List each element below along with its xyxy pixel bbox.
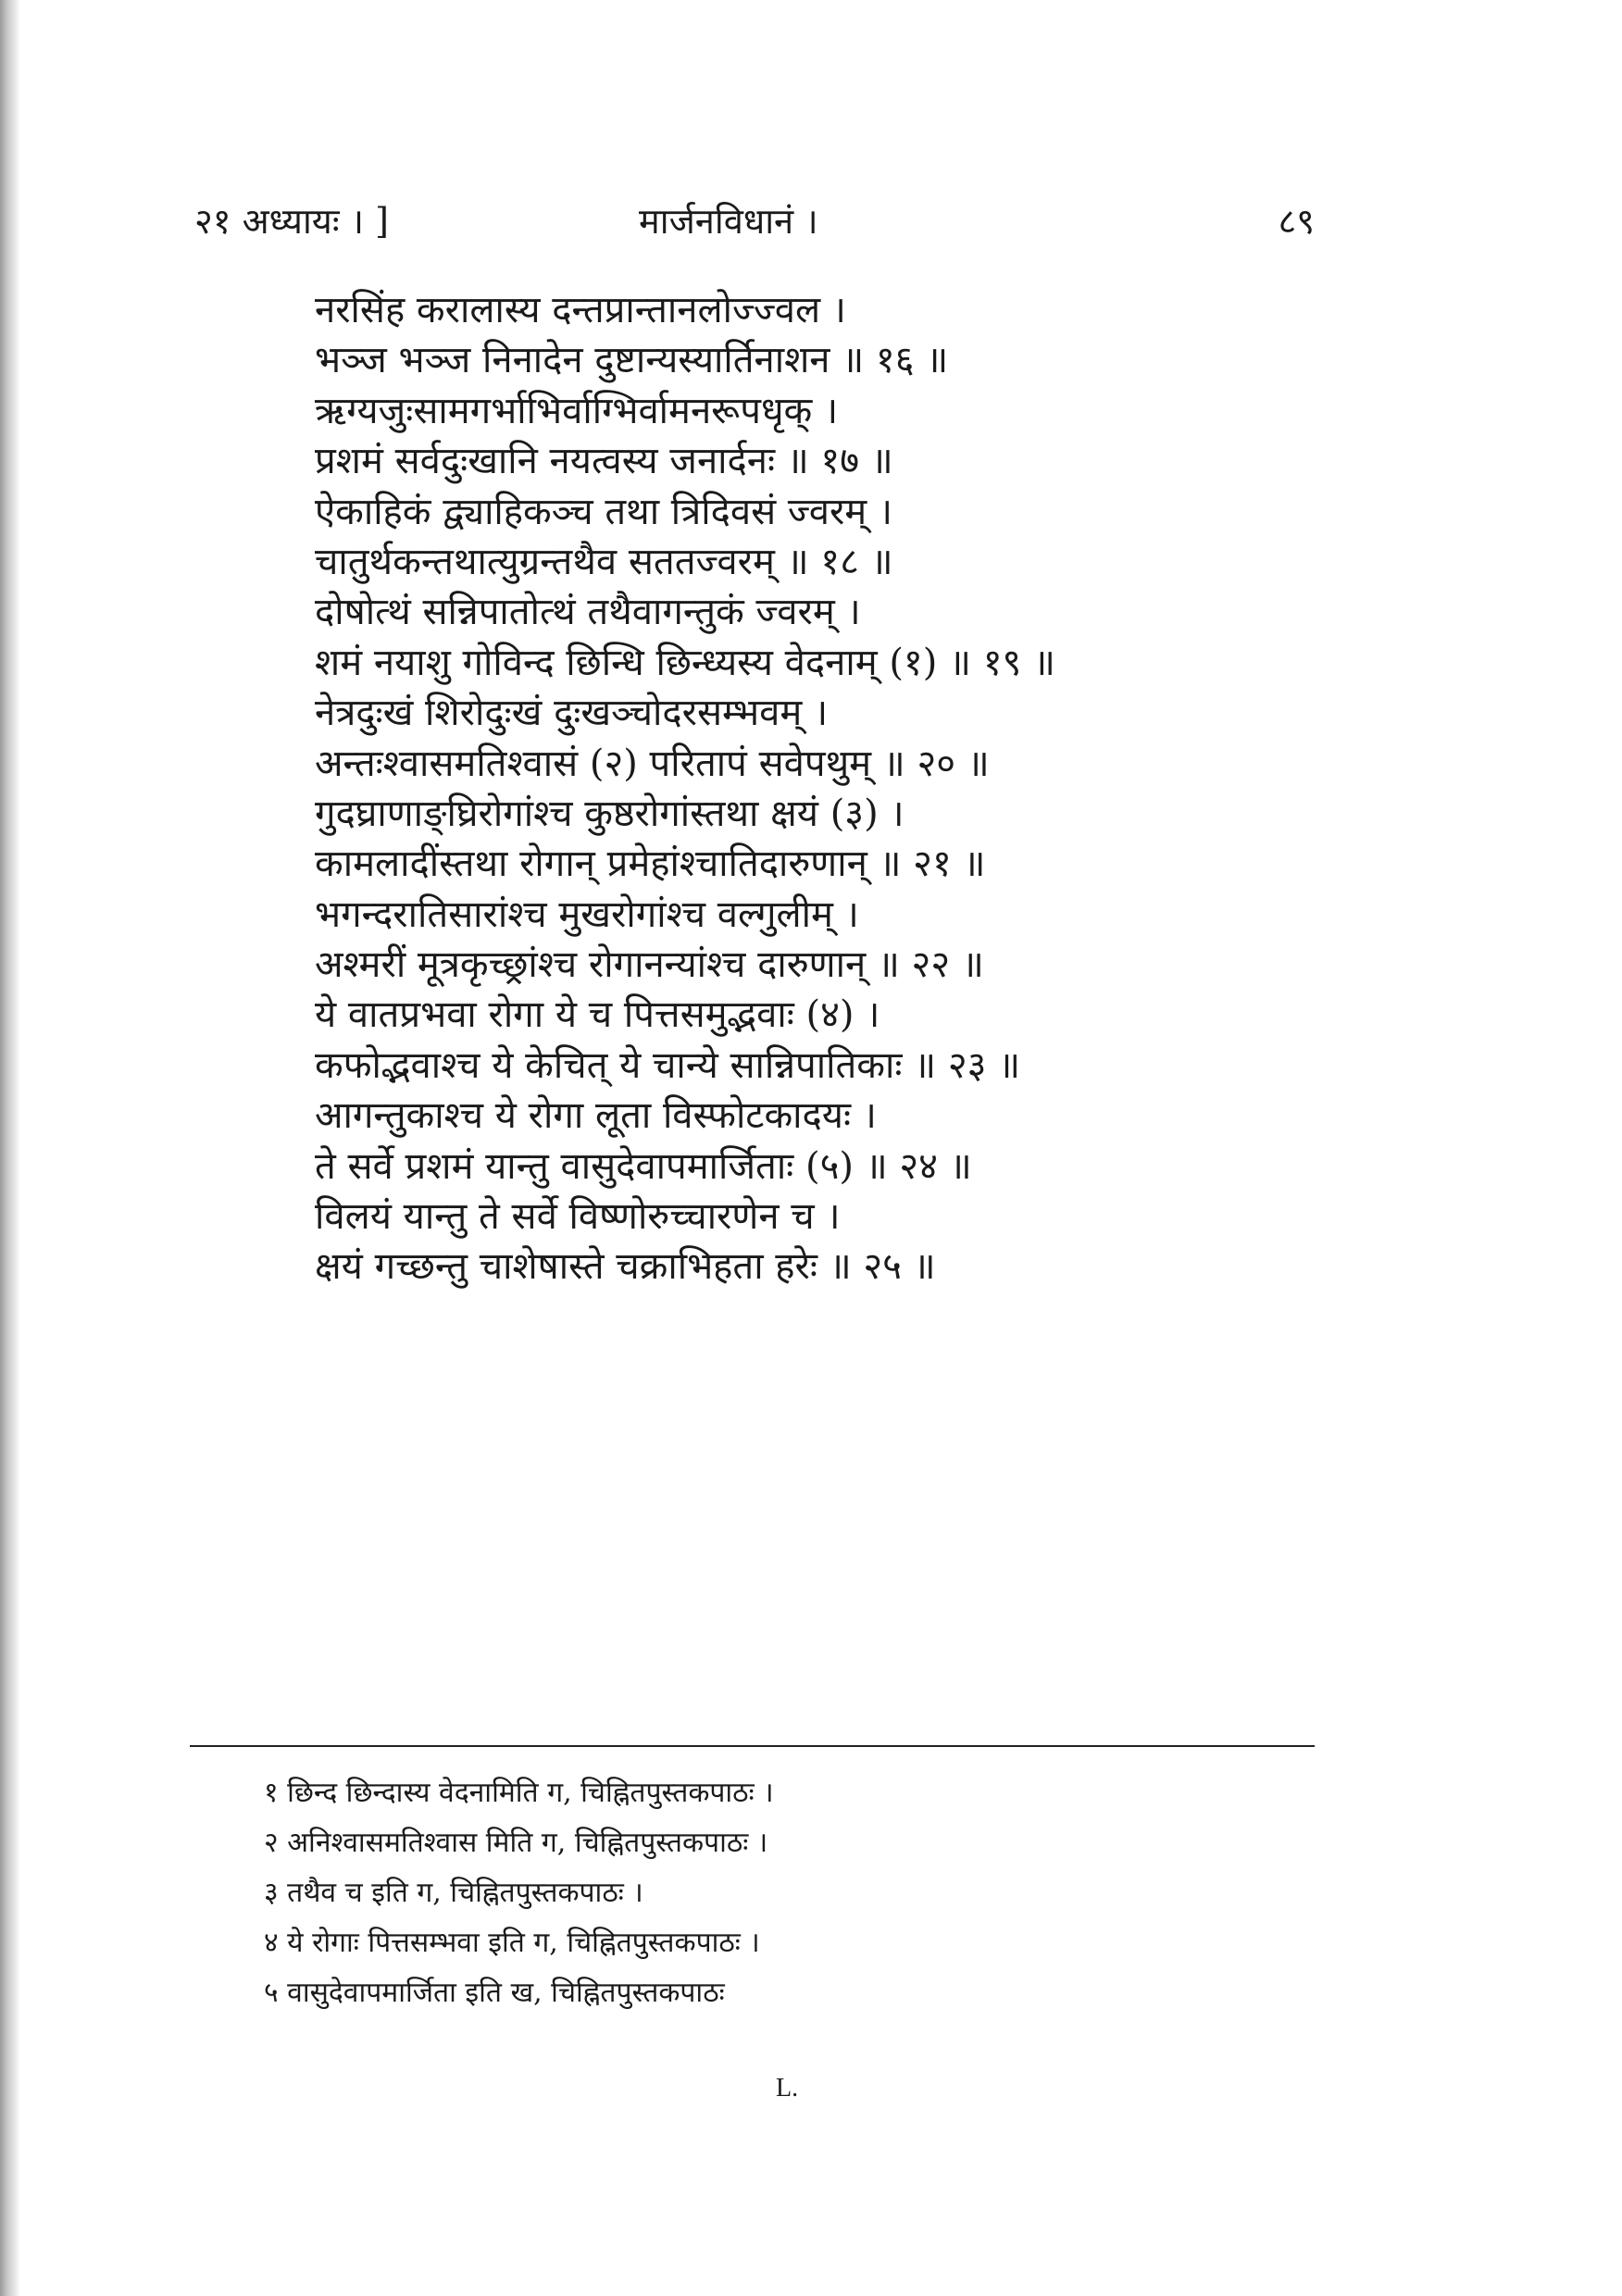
verse-line: गुदघ्राणाङ्घ्रिरोगांश्च कुष्ठरोगांस्तथा क्षयं (३) ।	[315, 792, 905, 835]
footnote: ४ ये रोगाः पित्तसम्भवा इति ग, चिह्नितपुस्तकपाठः ।	[264, 1927, 760, 1959]
footnote: २ अनिश्वासमतिश्वास मिति ग, चिह्नितपुस्तकपाठः ।	[264, 1827, 768, 1859]
chapter-label: २१ अध्यायः । ]	[194, 201, 389, 242]
verse-line: क्षयं गच्छन्तु चाशेषास्ते चक्राभिहता हरेः ॥ २५ ॥	[315, 1245, 936, 1289]
signature-mark: L.	[776, 2074, 799, 2103]
verse-line: भञ्ज भञ्ज निनादेन दुष्टान्यस्यार्तिनाशन ॥ १६ ॥	[315, 339, 949, 382]
verse-line: शमं नयाशु गोविन्द छिन्धि छिन्ध्यस्य वेदनाम् (१) ॥ १९ ॥	[315, 641, 1056, 684]
verse-line: भगन्दरातिसारांश्च मुखरोगांश्च वल्गुलीम् ।	[315, 892, 859, 936]
verse-line: चातुर्थकन्तथात्युग्रन्तथैव सततज्वरम् ॥ १८ ॥	[315, 540, 893, 583]
footnote: ५ वासुदेवापमार्जिता इति ख, चिह्नितपुस्तकपाठः	[264, 1977, 725, 2009]
verse-line: प्रशमं सर्वदुःखानि नयत्वस्य जनार्दनः ॥ १७ ॥	[315, 440, 893, 483]
verse-line: विलयं यान्तु ते सर्वे विष्णोरुच्चारणेन च ।	[315, 1195, 841, 1239]
verse-line: कफोद्भवाश्च ये केचित् ये चान्ये सान्निपातिकाः ॥ २३ ॥	[315, 1043, 1021, 1087]
verse-line: ऐकाहिकं द्व्याहिकञ्च तथा त्रिदिवसं ज्वरम् ।	[315, 490, 893, 533]
footnote-divider	[190, 1745, 1315, 1747]
verse-block	[315, 285, 1370, 1292]
verse-line: अश्मरीं मूत्रकृच्छ्रांश्च रोगानन्यांश्च दारुणान् ॥ २२ ॥	[315, 943, 984, 987]
page-number: ८९	[1278, 201, 1315, 242]
footnote: ३ तथैव च इति ग, चिह्नितपुस्तकपाठः ।	[264, 1877, 643, 1909]
footnote: १ छिन्द छिन्दास्य वेदनामिति ग, चिह्नितपुस्तकपाठः ।	[264, 1777, 774, 1809]
verse-line: ऋग्यजुःसामगर्भाभिर्वाग्भिर्वामनरूपधृक् ।	[315, 389, 839, 432]
verse-line: नरसिंह करालास्य दन्तप्रान्तानलोज्ज्वल ।	[315, 289, 846, 331]
verse-line: ये वातप्रभवा रोगा ये च पित्तसमुद्भवाः (४) ।	[315, 993, 880, 1037]
verse-line: अन्तःश्वासमतिश्वासं (२) परितापं सवेपथुम् ॥ २० ॥	[315, 742, 990, 785]
running-header	[194, 196, 1315, 252]
verse-line: ते सर्वे प्रशमं यान्तु वासुदेवापमार्जिताः (५) ॥ २४ ॥	[315, 1144, 972, 1188]
section-title: मार्जनविधानं ।	[639, 201, 818, 242]
scan-binding-edge	[0, 0, 20, 2296]
footnote-block	[264, 1768, 1282, 2018]
verse-line: दोषोत्थं सन्निपातोत्थं तथैवागन्तुकं ज्वरम् ।	[315, 591, 861, 634]
verse-line: नेत्रदुःखं शिरोदुःखं दुःखञ्चोदरसम्भवम् ।	[315, 692, 829, 735]
verse-line: कामलादींस्तथा रोगान् प्रमेहांश्चातिदारुणान् ॥ २१ ॥	[315, 842, 986, 886]
verse-line: आगन्तुकाश्च ये रोगा लूता विस्फोटकादयः ।	[315, 1094, 877, 1138]
